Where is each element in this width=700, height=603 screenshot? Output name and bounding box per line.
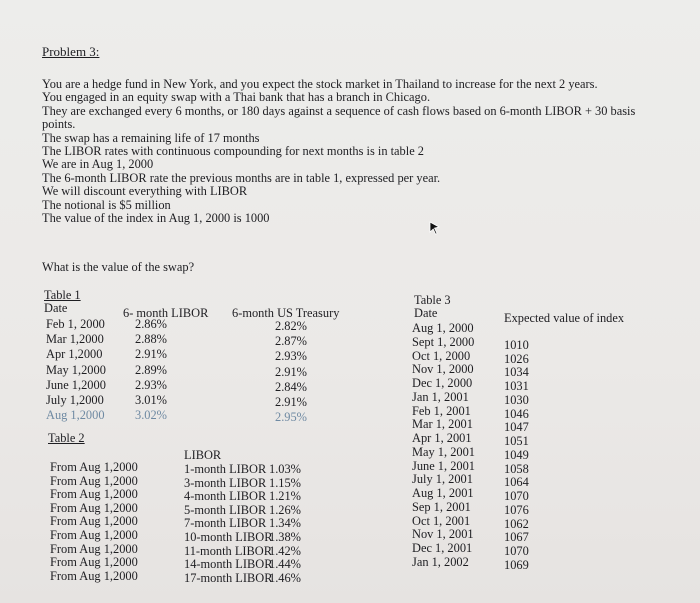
table3-cell-value: 1034: [504, 365, 529, 380]
table3-cell-date: Oct 1, 2001: [412, 513, 471, 528]
table3-cell-value: 1047: [504, 420, 529, 435]
table2-cell-rate: 1.26%: [269, 502, 302, 517]
table3-cell-value: 1067: [504, 530, 529, 545]
table2-cell-tenor: 14-month LIBOR: [184, 557, 273, 572]
statement-line: The swap has a remaining life of 17 months: [42, 130, 260, 145]
table3-cell-date: Dec 1, 2001: [412, 541, 473, 555]
table1-cell-date: Mar 1,2000: [46, 332, 104, 347]
table3-title: Table 3: [414, 293, 451, 307]
table1-cell-date: June 1,2000: [46, 377, 106, 392]
table1-cell-treasury: 2.84%: [275, 379, 308, 394]
table1-cell-treasury: 2.91%: [275, 364, 308, 379]
table2-cell-tenor: 5-month LIBOR: [184, 502, 267, 517]
table3-cell-value: 1070: [504, 544, 529, 558]
table2-cell-tenor: 1-month LIBOR: [184, 462, 267, 476]
table1-header-treasury: 6-month US Treasury: [232, 306, 340, 320]
table3-cell-date: June 1, 2001: [412, 458, 475, 473]
table1-header-libor: 6- month LIBOR: [123, 306, 209, 320]
table3-cell-date: Apr 1, 2001: [412, 431, 472, 445]
statement-line: The value of the index in Aug 1, 2000 is 1000: [42, 211, 270, 226]
table3-cell-date: Nov 1, 2001: [412, 527, 474, 542]
table3-cell-date: Jan 1, 2001: [412, 389, 469, 404]
table3-header-expected: Expected value of index: [504, 311, 625, 325]
table1-cell-treasury: 2.87%: [275, 334, 308, 349]
question-text: What is the value of the swap?: [42, 260, 195, 274]
statement-line: You are a hedge fund in New York, and you expect the stock market in Thailand to increase for the next 2 years.: [42, 77, 598, 91]
table3-cell-date: Jan 1, 2002: [412, 554, 469, 569]
table2-cell-tenor: 11-month LIBOR: [184, 543, 272, 558]
table3-cell-value: 1031: [504, 379, 529, 393]
table3-cell-value: 1076: [504, 502, 529, 517]
table3-cell-date: May 1, 2001: [412, 444, 475, 459]
table1-cell-libor: 2.88%: [135, 332, 168, 347]
table3-cell-value: 1070: [504, 489, 529, 503]
table1-cell-date: Apr 1,2000: [46, 347, 103, 362]
table1-cell-treasury: 2.82%: [275, 319, 308, 333]
table3-cell-value: 1030: [504, 392, 529, 407]
table1-title: Table 1: [44, 288, 81, 302]
table3-cell-value: 1064: [504, 475, 529, 490]
statement-line: You engaged in an equity swap with a Thai bank that has a branch in Chicago.: [42, 90, 431, 105]
table2-cell-tenor: 7-month LIBOR: [184, 516, 267, 531]
problem-statement: [42, 78, 652, 225]
table3-cell-value: 1010: [504, 337, 529, 352]
table3-cell-value: 1069: [504, 557, 529, 572]
table1-cell-libor: 2.86%: [135, 317, 168, 331]
table2-header-libor: LIBOR: [184, 448, 222, 462]
table1-cell-treasury: 2.91%: [275, 395, 308, 409]
table1-cell-libor: 3.01%: [135, 393, 168, 407]
statement-line: They are exchanged every 6 months, or 180 days against a sequence of cash flows based on 6-month LIBOR + 30 basis points.: [42, 103, 636, 132]
table1-cell-date: Aug 1,2000: [46, 408, 105, 423]
table3-cell-value: 1046: [504, 406, 529, 421]
statement-line: We are in Aug 1, 2000: [42, 157, 154, 172]
table1-cell-date: Feb 1, 2000: [46, 317, 105, 331]
table1-cell-date: July 1,2000: [46, 393, 104, 407]
table2-cell-tenor: 10-month LIBOR: [184, 530, 273, 544]
table2-cell-tenor: 3-month LIBOR: [184, 475, 267, 490]
table2-cell-from: From Aug 1,2000: [50, 555, 138, 570]
table1-cell-libor: 3.02%: [135, 408, 168, 423]
table2-cell-rate: 1.42%: [269, 543, 302, 558]
table2-cell-rate: 1.46%: [269, 570, 302, 585]
table2-cell-from: From Aug 1,2000: [50, 528, 138, 542]
table1-cell-libor: 2.89%: [135, 362, 168, 377]
problem-title: Problem 3:: [42, 44, 100, 59]
table3-cell-value: 1049: [504, 447, 529, 462]
table1-header-date: Date: [44, 301, 68, 315]
table2-cell-from: From Aug 1,2000: [50, 487, 138, 502]
table2-cell-rate: 1.38%: [269, 530, 302, 544]
table2-cell-rate: 1.15%: [269, 475, 302, 490]
table2-cell-tenor: 4-month LIBOR: [184, 489, 267, 504]
table3-cell-date: Sept 1, 2000: [412, 334, 475, 349]
table2-cell-from: From Aug 1,2000: [50, 460, 138, 474]
table2-cell-tenor: 17-month LIBOR: [184, 570, 273, 585]
table1-cell-date: May 1,2000: [46, 362, 106, 377]
statement-line: The LIBOR rates with continuous compounding for next months is in table 2: [42, 144, 424, 159]
statement-line: We will discount everything with LIBOR: [42, 184, 248, 199]
table3-cell-date: Feb 1, 2001: [412, 403, 471, 418]
table3-cell-date: July 1, 2001: [412, 472, 473, 487]
table3-cell-value: 1062: [504, 516, 529, 531]
table2-cell-rate: 1.21%: [269, 489, 302, 504]
table3-header-date: Date: [414, 306, 438, 320]
table2-cell-from: From Aug 1,2000: [50, 514, 138, 529]
table1-cell-libor: 2.91%: [135, 347, 168, 362]
table2-cell-rate: 1.34%: [269, 516, 302, 531]
table1-cell-treasury: 2.95%: [275, 410, 308, 425]
table3-cell-date: Sep 1, 2001: [412, 499, 471, 514]
table3-cell-date: Aug 1, 2001: [412, 486, 474, 500]
table3-cell-date: Nov 1, 2000: [412, 362, 474, 377]
statement-line: The notional is $5 million: [42, 197, 171, 212]
mouse-pointer-icon: [427, 221, 441, 235]
table3-cell-date: Oct 1, 2000: [412, 348, 471, 363]
statement-line: The 6-month LIBOR rate the previous months are in table 1, expressed per year.: [42, 170, 441, 185]
table2-title: Table 2: [48, 431, 85, 445]
table2-cell-from: From Aug 1,2000: [50, 500, 138, 515]
table1-cell-treasury: 2.93%: [275, 349, 308, 364]
table2-cell-rate: 1.44%: [269, 557, 302, 572]
table2-cell-from: From Aug 1,2000: [50, 568, 138, 583]
table2-cell-rate: 1.03%: [269, 462, 302, 476]
table3-cell-date: Aug 1, 2000: [412, 321, 474, 335]
table3-cell-date: Dec 1, 2000: [412, 376, 473, 390]
table3-cell-date: Mar 1, 2001: [412, 417, 473, 432]
table2-cell-from: From Aug 1,2000: [50, 541, 138, 556]
table3-cell-value: 1026: [504, 351, 529, 366]
table1-cell-libor: 2.93%: [135, 377, 168, 392]
table2-cell-from: From Aug 1,2000: [50, 473, 138, 488]
table3-cell-value: 1051: [504, 434, 529, 448]
table3-cell-value: 1058: [504, 461, 529, 476]
